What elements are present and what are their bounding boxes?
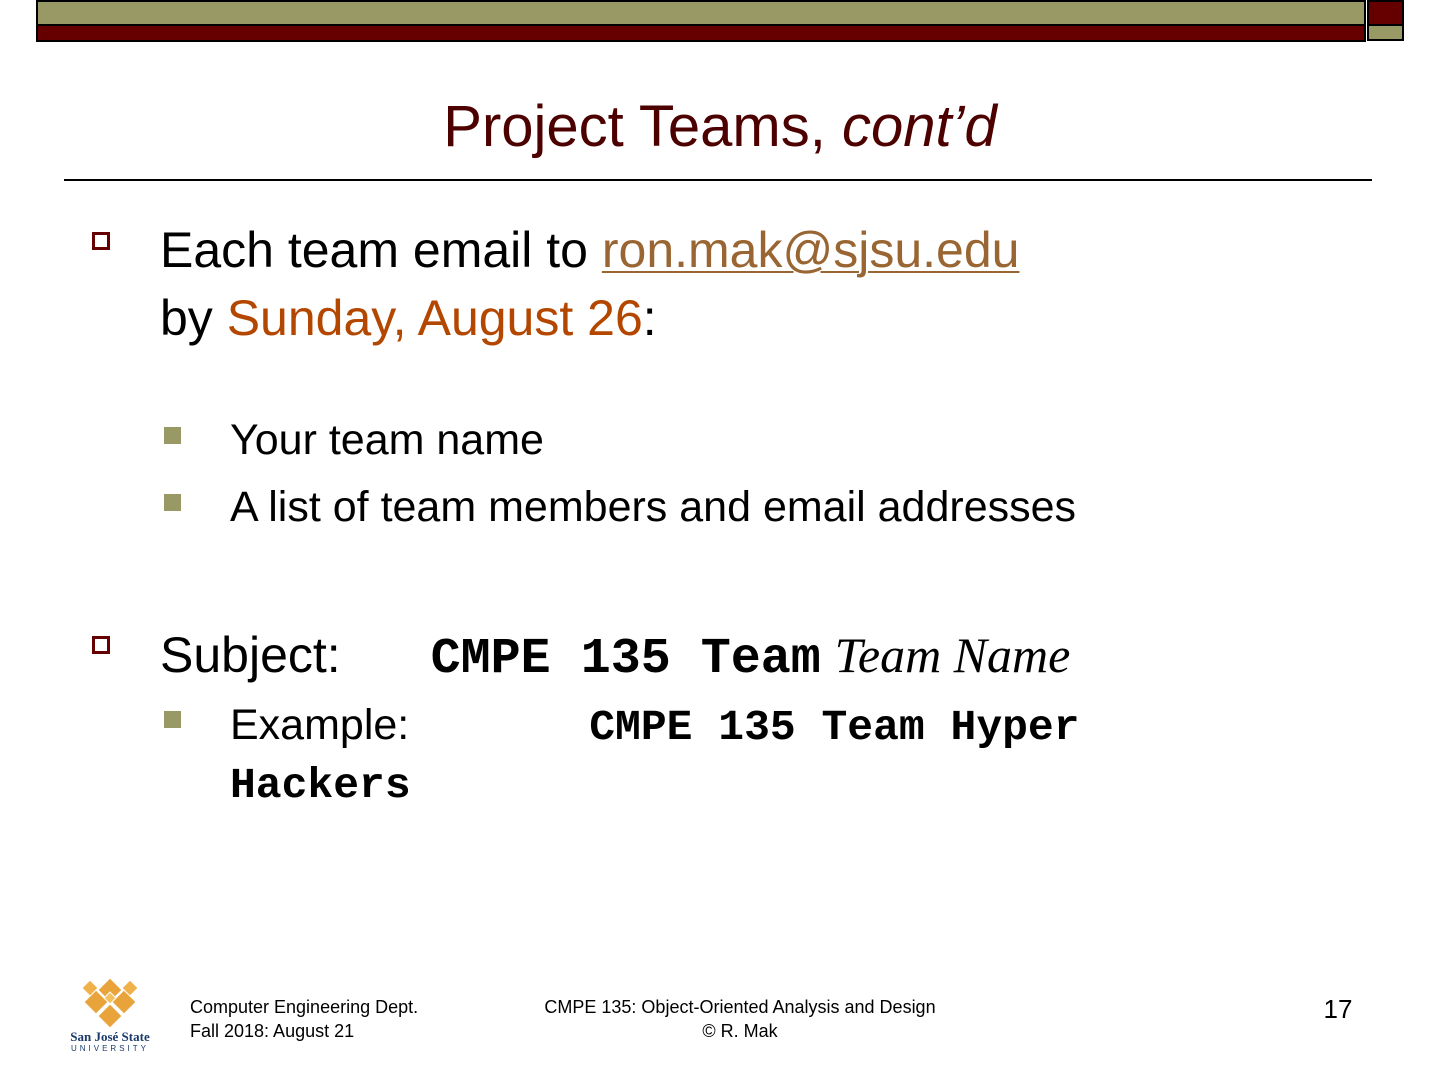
slide-title-italic: cont’d xyxy=(841,94,997,159)
subject-code: CMPE 135 Team xyxy=(430,631,821,688)
bullet-email-prefix: Each team email to xyxy=(160,222,602,278)
sub-item-members: A list of team members and email addresses xyxy=(230,483,1077,531)
logo-subtitle: UNIVERSITY xyxy=(70,1044,149,1053)
header-bar-olive xyxy=(36,0,1366,26)
example-line2 xyxy=(230,754,411,815)
deadline-date: Sunday, August 26 xyxy=(226,290,643,346)
logo-name: San José State xyxy=(70,1029,150,1044)
sub-bullet-icon xyxy=(164,494,181,511)
page-number: 17 xyxy=(1323,994,1353,1024)
sub-item-team-name: Your team name xyxy=(230,416,544,464)
deadline-suffix: : xyxy=(642,290,657,346)
bullet-square-icon xyxy=(92,232,110,250)
header-bar-maroon xyxy=(36,26,1366,42)
bullet-subject xyxy=(160,621,1070,694)
footer-term: Fall 2018: August 21 xyxy=(190,1021,355,1041)
example-label: Example: xyxy=(230,701,410,749)
footer-copyright: © R. Mak xyxy=(702,1021,778,1041)
email-link[interactable]: ron.mak@sjsu.edu xyxy=(601,222,1020,278)
example-line1 xyxy=(230,696,1080,757)
sub-bullet-icon xyxy=(164,711,181,728)
bullet-email-line1 xyxy=(160,216,1019,284)
example-code-line1: CMPE 135 Team Hyper xyxy=(589,703,1080,752)
sub-bullet-icon xyxy=(164,427,181,444)
footer-course: CMPE 135: Object-Oriented Analysis and Design xyxy=(544,997,936,1017)
subject-placeholder: Team Name xyxy=(834,627,1071,683)
example-code-line2: Hackers xyxy=(230,761,411,810)
deadline-prefix: by xyxy=(160,290,227,346)
title-divider xyxy=(64,179,1372,181)
subject-label: Subject: xyxy=(160,627,341,683)
slide-title xyxy=(0,92,1440,162)
bullet-email-line2 xyxy=(160,284,657,352)
sjsu-logo xyxy=(62,976,158,1058)
header-corner-olive xyxy=(1367,26,1404,41)
footer-dept: Computer Engineering Dept. xyxy=(190,997,419,1017)
bullet-square-icon xyxy=(92,636,110,654)
slide-title-main: Project Teams, xyxy=(443,94,826,159)
header-corner-maroon xyxy=(1367,0,1404,26)
sjsu-logo-icon xyxy=(62,976,158,1032)
